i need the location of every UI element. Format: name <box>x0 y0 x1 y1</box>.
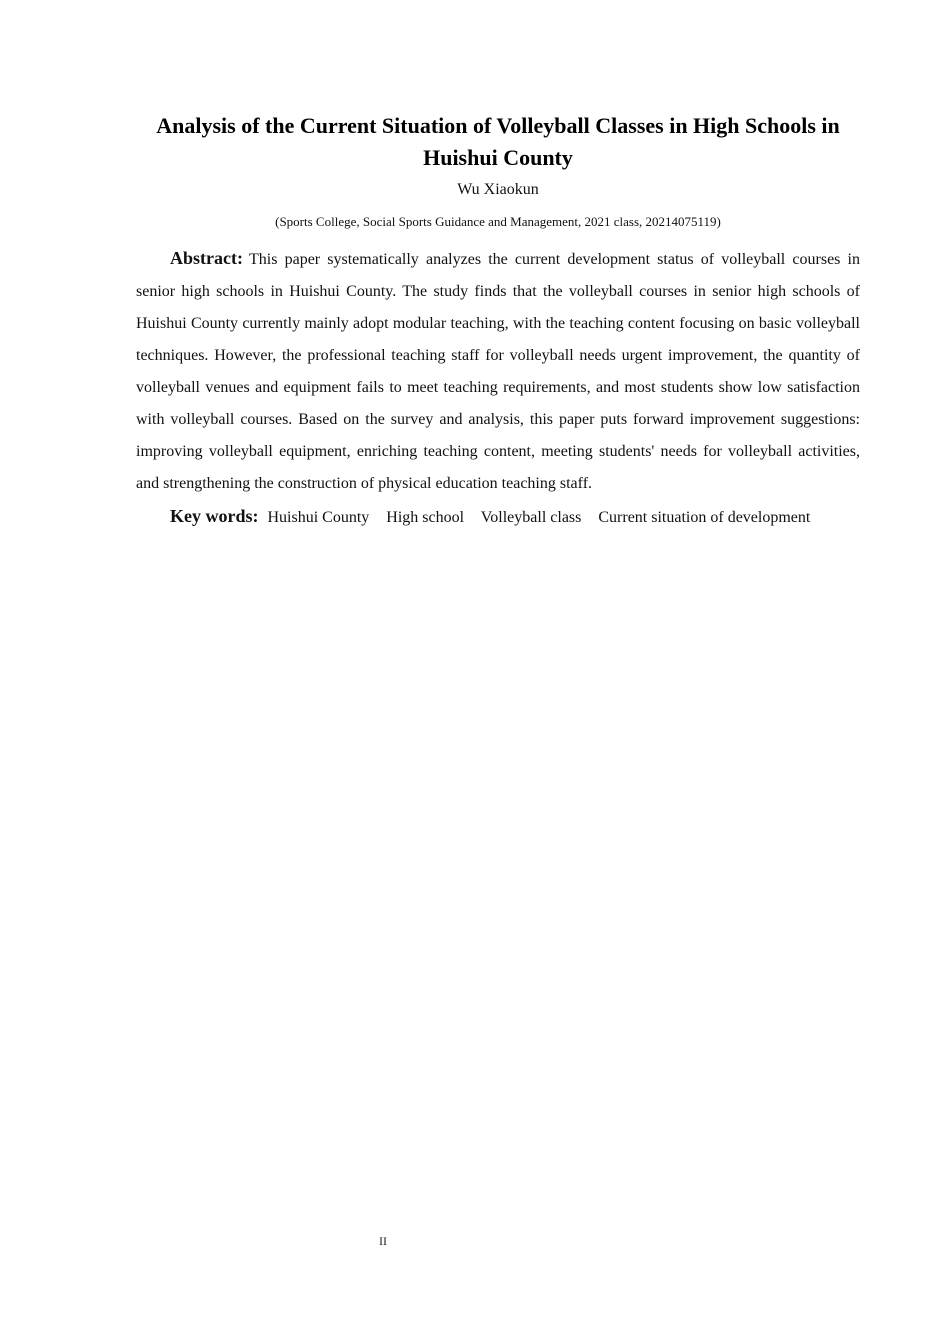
author-name: Wu Xiaokun <box>457 181 539 198</box>
keywords-line <box>136 500 860 534</box>
keyword-item: Volleyball class <box>480 509 582 526</box>
page-number: II <box>379 1234 387 1248</box>
keyword-item: Current situation of development <box>598 509 811 526</box>
abstract-paragraph <box>136 242 860 500</box>
page-content <box>136 110 860 534</box>
abstract-label: Abstract: <box>170 248 243 268</box>
paper-title <box>136 110 860 174</box>
paper-title-line2: Huishui County <box>423 145 573 170</box>
keyword-item: High school <box>386 509 465 526</box>
paper-title-line1: Analysis of the Current Situation of Volleyball Classes in High Schools in <box>156 113 840 138</box>
author-affiliation: (Sports College, Social Sports Guidance and Management, 2021 class, 20214075119) <box>275 214 721 229</box>
keyword-item: Huishui County <box>267 509 370 526</box>
keywords-label: Key words: <box>170 506 259 526</box>
abstract-text: This paper systematically analyzes the current development status of volleyball courses in senior high schools in Huishui County. The study finds that the volleyball courses in senior high schools of Huishui County currently mainly adopt modular teaching, with the teaching content focusing on basic volleyball techniques. However, the professional teaching staff for volleyball needs urgent improvement, the quantity of volleyball venues and equipment fails to meet teaching requirements, and most students show low satisfaction with volleyball courses. Based on the survey and analysis, this paper puts forward improvement suggestions: improving volleyball equipment, enriching teaching content, meeting students' needs for volleyball activities, and strengthening the construction of physical education teaching staff. <box>136 251 860 492</box>
